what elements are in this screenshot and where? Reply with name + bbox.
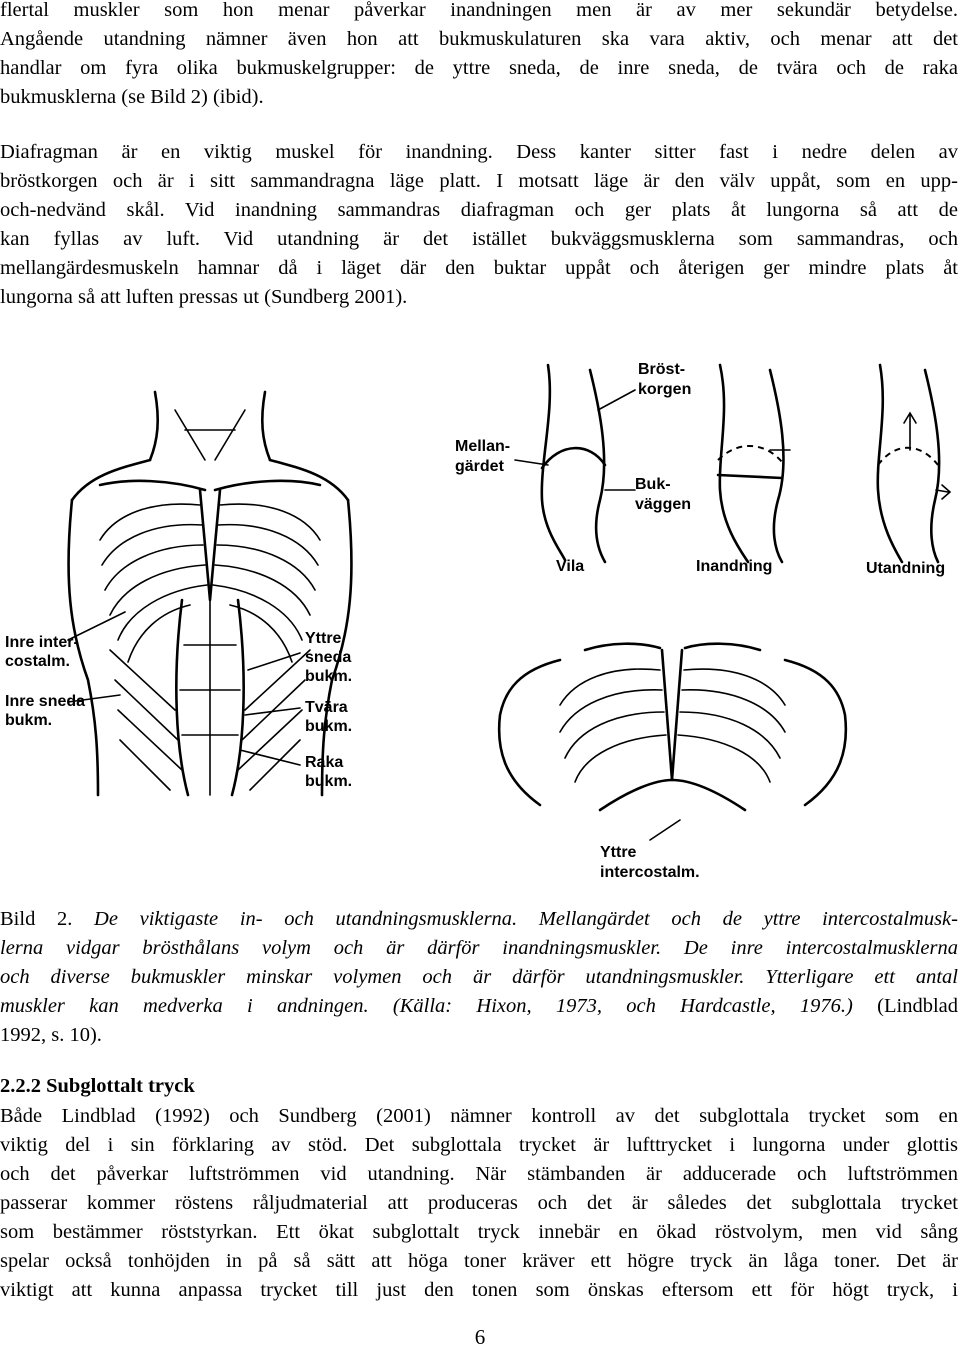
label-inre-intercostalm-2: costalm. <box>5 653 70 670</box>
paragraph-1-line: Angående utandning nämner även hon att bukmuskulaturen ska vara aktiv, och menar att det <box>0 28 958 50</box>
paragraph-3-line: och det påverkar luftströmmen vid utandning. När stämbanden är adducerade och luftströmmen <box>0 1163 958 1185</box>
label-raka-1: Raka <box>305 754 344 771</box>
paragraph-2-line: bröstkorgen och är i sitt sammandragna läge platt. I motsatt läge är den välv uppåt, som en upp- <box>0 170 958 192</box>
label-inre-intercostalm-1: Inre inter- <box>5 634 79 651</box>
label-yttre-sneda-1: Yttre <box>305 630 342 647</box>
paragraph-1-line: bukmusklerna (se Bild 2) (ibid). <box>0 86 264 108</box>
caption-line <box>0 992 958 1021</box>
label-yttre-sneda-3: bukm. <box>305 668 353 685</box>
label-bukvaggen-2: väggen <box>635 496 692 513</box>
label-raka-2: bukm. <box>305 773 353 790</box>
label-tvara-1: Tvära <box>305 699 348 716</box>
section-heading: 2.2.2 Subglottalt tryck <box>0 1075 195 1097</box>
paragraph-2-line: Diafragman är en viktig muskel för inandning. Dess kanter sitter fast i nedre delen av <box>0 141 958 163</box>
paragraph-2-line: mellangärdesmuskeln hamnar då i läget där den buktar uppåt och återigen ger mindre plats åt <box>0 257 958 279</box>
paragraph-2-line: kan fyllas av luft. Vid utandning är det istället bukväggsmusklerna som sammandras, och <box>0 228 958 250</box>
paragraph-3-line: viktigt att kunna anpassa trycket till just den tonen som önskas eftersom ett för högt tryck, i <box>0 1279 958 1301</box>
label-brostkorgen-1: Bröst- <box>638 361 686 378</box>
paragraph-3-line: spelar också tonhöjden in på så sätt att höga toner kräver ett högre tryck än låga toner. Det är <box>0 1250 958 1272</box>
paragraph-1-line: handlar om fyra olika bukmuskelgrupper: de yttre sneda, de inre sneda, de tvära och de raka <box>0 57 958 79</box>
caption-prefix: Bild 2. <box>0 908 73 930</box>
caption-italic: muskler kan medverka i andningen. (Källa: Hixon, 1973, och Hardcastle, 1976.) <box>0 995 853 1017</box>
paragraph-2-line: lungorna så att luften pressas ut (Sundberg 2001). <box>0 286 408 308</box>
paragraph-3 <box>0 1102 958 1305</box>
caption-line: lerna vidgar brösthålans volym och är därför inandningsmuskler. De inre intercostalmusklerna <box>0 937 958 959</box>
page-number: 6 <box>474 1325 486 1349</box>
caption-citation: (Lindblad <box>852 995 958 1017</box>
caption-line: och diverse bukmuskler minskar volymen och är därför utandningsmuskler. Ytterligare ett antal <box>0 966 958 988</box>
ribcage-illustration <box>499 644 846 840</box>
label-vila: Vila <box>556 558 585 575</box>
paragraph-3-line: Både Lindblad (1992) och Sundberg (2001) nämner kontroll av det subglottala trycket som en <box>0 1105 958 1127</box>
label-mellangardet-2: gärdet <box>455 458 504 475</box>
caption-italic: De viktigaste in- och utandningsmusklerna. Mellangärdet och de yttre intercostalmusk- <box>94 908 958 930</box>
paragraph-2-line: och-nedvänd skål. Vid inandning sammandras diafragman och ger plats åt lungorna så att de <box>0 199 958 221</box>
label-yttre-sneda-2: sneda <box>305 649 352 666</box>
paragraph-3-line: som bestämmer röststyrkan. Ett ökat subglottalt tryck innebär en ökad röstvolym, men vid sång <box>0 1221 958 1243</box>
label-yttre-intercostalm-1: Yttre <box>600 844 637 861</box>
paragraph-3-line: viktig del i sin förklaring av stöd. Det subglottala trycket är lufttrycket i lungorna under glottis <box>0 1134 958 1156</box>
label-inre-sneda-2: bukm. <box>5 712 53 729</box>
label-inandning: Inandning <box>696 558 773 575</box>
paragraph-2 <box>0 138 958 312</box>
label-mellangardet-1: Mellan- <box>455 438 511 455</box>
caption-line <box>0 905 958 934</box>
label-brostkorgen-2: korgen <box>638 381 692 398</box>
label-utandning: Utandning <box>866 560 946 577</box>
figure-caption <box>0 905 958 1050</box>
paragraph-3-line: passerar kommer röstens råljudmaterial att produceras och det är således det subglottala trycket <box>0 1192 958 1214</box>
caption-line: 1992, s. 10). <box>0 1024 102 1046</box>
paragraph-1 <box>0 0 958 112</box>
label-bukvaggen-1: Buk- <box>635 476 671 493</box>
trunk-profiles-illustration <box>515 365 950 562</box>
label-tvara-2: bukm. <box>305 718 353 735</box>
breathing-muscles-figure <box>0 350 960 895</box>
label-yttre-intercostalm-2: intercostalm. <box>600 864 700 881</box>
paragraph-1-line: flertal muskler som hon menar påverkar inandningen men är av mer sekundär betydelse. <box>0 0 958 21</box>
label-inre-sneda-1: Inre sneda <box>5 693 86 710</box>
